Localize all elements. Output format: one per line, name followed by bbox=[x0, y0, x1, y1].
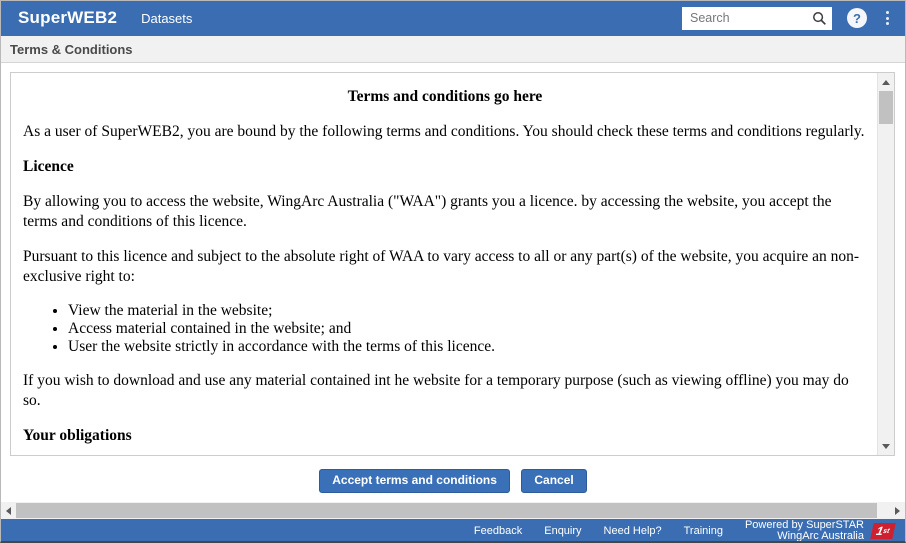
licence-section-heading: Licence bbox=[23, 158, 74, 175]
horizontal-scrollbar-thumb[interactable] bbox=[16, 503, 877, 518]
download-paragraph: If you wish to download and use any material contained int he website for a temporary purpose (such as viewing offline) you may do so. bbox=[23, 372, 849, 409]
obligations-section-heading: Your obligations bbox=[23, 427, 132, 444]
scroll-down-arrow-icon[interactable] bbox=[878, 438, 894, 454]
rights-list bbox=[23, 302, 867, 356]
help-icon[interactable]: ? bbox=[847, 8, 867, 28]
header-right-cluster bbox=[682, 7, 895, 30]
footer-link-training[interactable]: Training bbox=[683, 525, 723, 537]
licence-paragraph-1: By allowing you to access the website, WingArc Australia ("WAA") grants you a licence. by accessing the website, you accept the terms and conditions of this licence. bbox=[23, 193, 832, 230]
terms-intro-paragraph: As a user of SuperWEB2, you are bound by the following terms and conditions. You should check these terms and conditions regularly. bbox=[23, 123, 865, 140]
rights-list-item: • User the website strictly in accordance with the terms of this licence. bbox=[68, 338, 867, 356]
powered-by-text: Powered by SuperSTAR WingArc Australia bbox=[744, 518, 864, 542]
rights-list-item: • View the material in the website; bbox=[68, 302, 867, 320]
footer-link-enquiry[interactable]: Enquiry bbox=[544, 525, 582, 537]
terms-document-body bbox=[11, 73, 877, 455]
kebab-menu-icon[interactable] bbox=[884, 9, 891, 27]
licence-paragraph-2: Pursuant to this licence and subject to the absolute right of WAA to vary access to all or any part(s) of the website, you acquire an non-exclusive right to: bbox=[23, 248, 860, 285]
search-icon[interactable] bbox=[807, 7, 831, 30]
horizontal-scrollbar[interactable] bbox=[0, 502, 906, 519]
rights-list-item: • Access material contained in the website; and bbox=[68, 320, 867, 338]
app-header bbox=[0, 0, 906, 36]
vertical-scrollbar-thumb[interactable] bbox=[879, 91, 893, 124]
footer-link-feedback[interactable]: Feedback bbox=[473, 525, 523, 537]
search-input[interactable] bbox=[683, 11, 807, 25]
nav-item-datasets[interactable]: Datasets bbox=[141, 10, 193, 26]
superstar-1st-logo-icon[interactable]: 1 st bbox=[870, 523, 895, 539]
footer-link-need-help[interactable]: Need Help? bbox=[603, 525, 662, 537]
app-footer bbox=[0, 519, 906, 543]
vertical-scrollbar[interactable] bbox=[877, 73, 894, 455]
app-logo[interactable]: SuperWEB2 bbox=[18, 8, 118, 27]
page-title: Terms & Conditions bbox=[10, 41, 133, 57]
search-box bbox=[682, 7, 832, 30]
accept-terms-button[interactable]: Accept terms and conditions bbox=[319, 469, 510, 493]
scroll-left-arrow-icon[interactable] bbox=[0, 502, 17, 519]
footer-links bbox=[474, 525, 745, 537]
terms-actions bbox=[0, 469, 906, 493]
cancel-button[interactable]: Cancel bbox=[521, 469, 586, 493]
page-title-bar bbox=[0, 36, 906, 63]
terms-heading: Terms and conditions go here bbox=[347, 88, 543, 105]
scroll-right-arrow-icon[interactable] bbox=[889, 502, 906, 519]
terms-document-panel bbox=[10, 72, 895, 456]
scroll-up-arrow-icon[interactable] bbox=[878, 74, 894, 90]
